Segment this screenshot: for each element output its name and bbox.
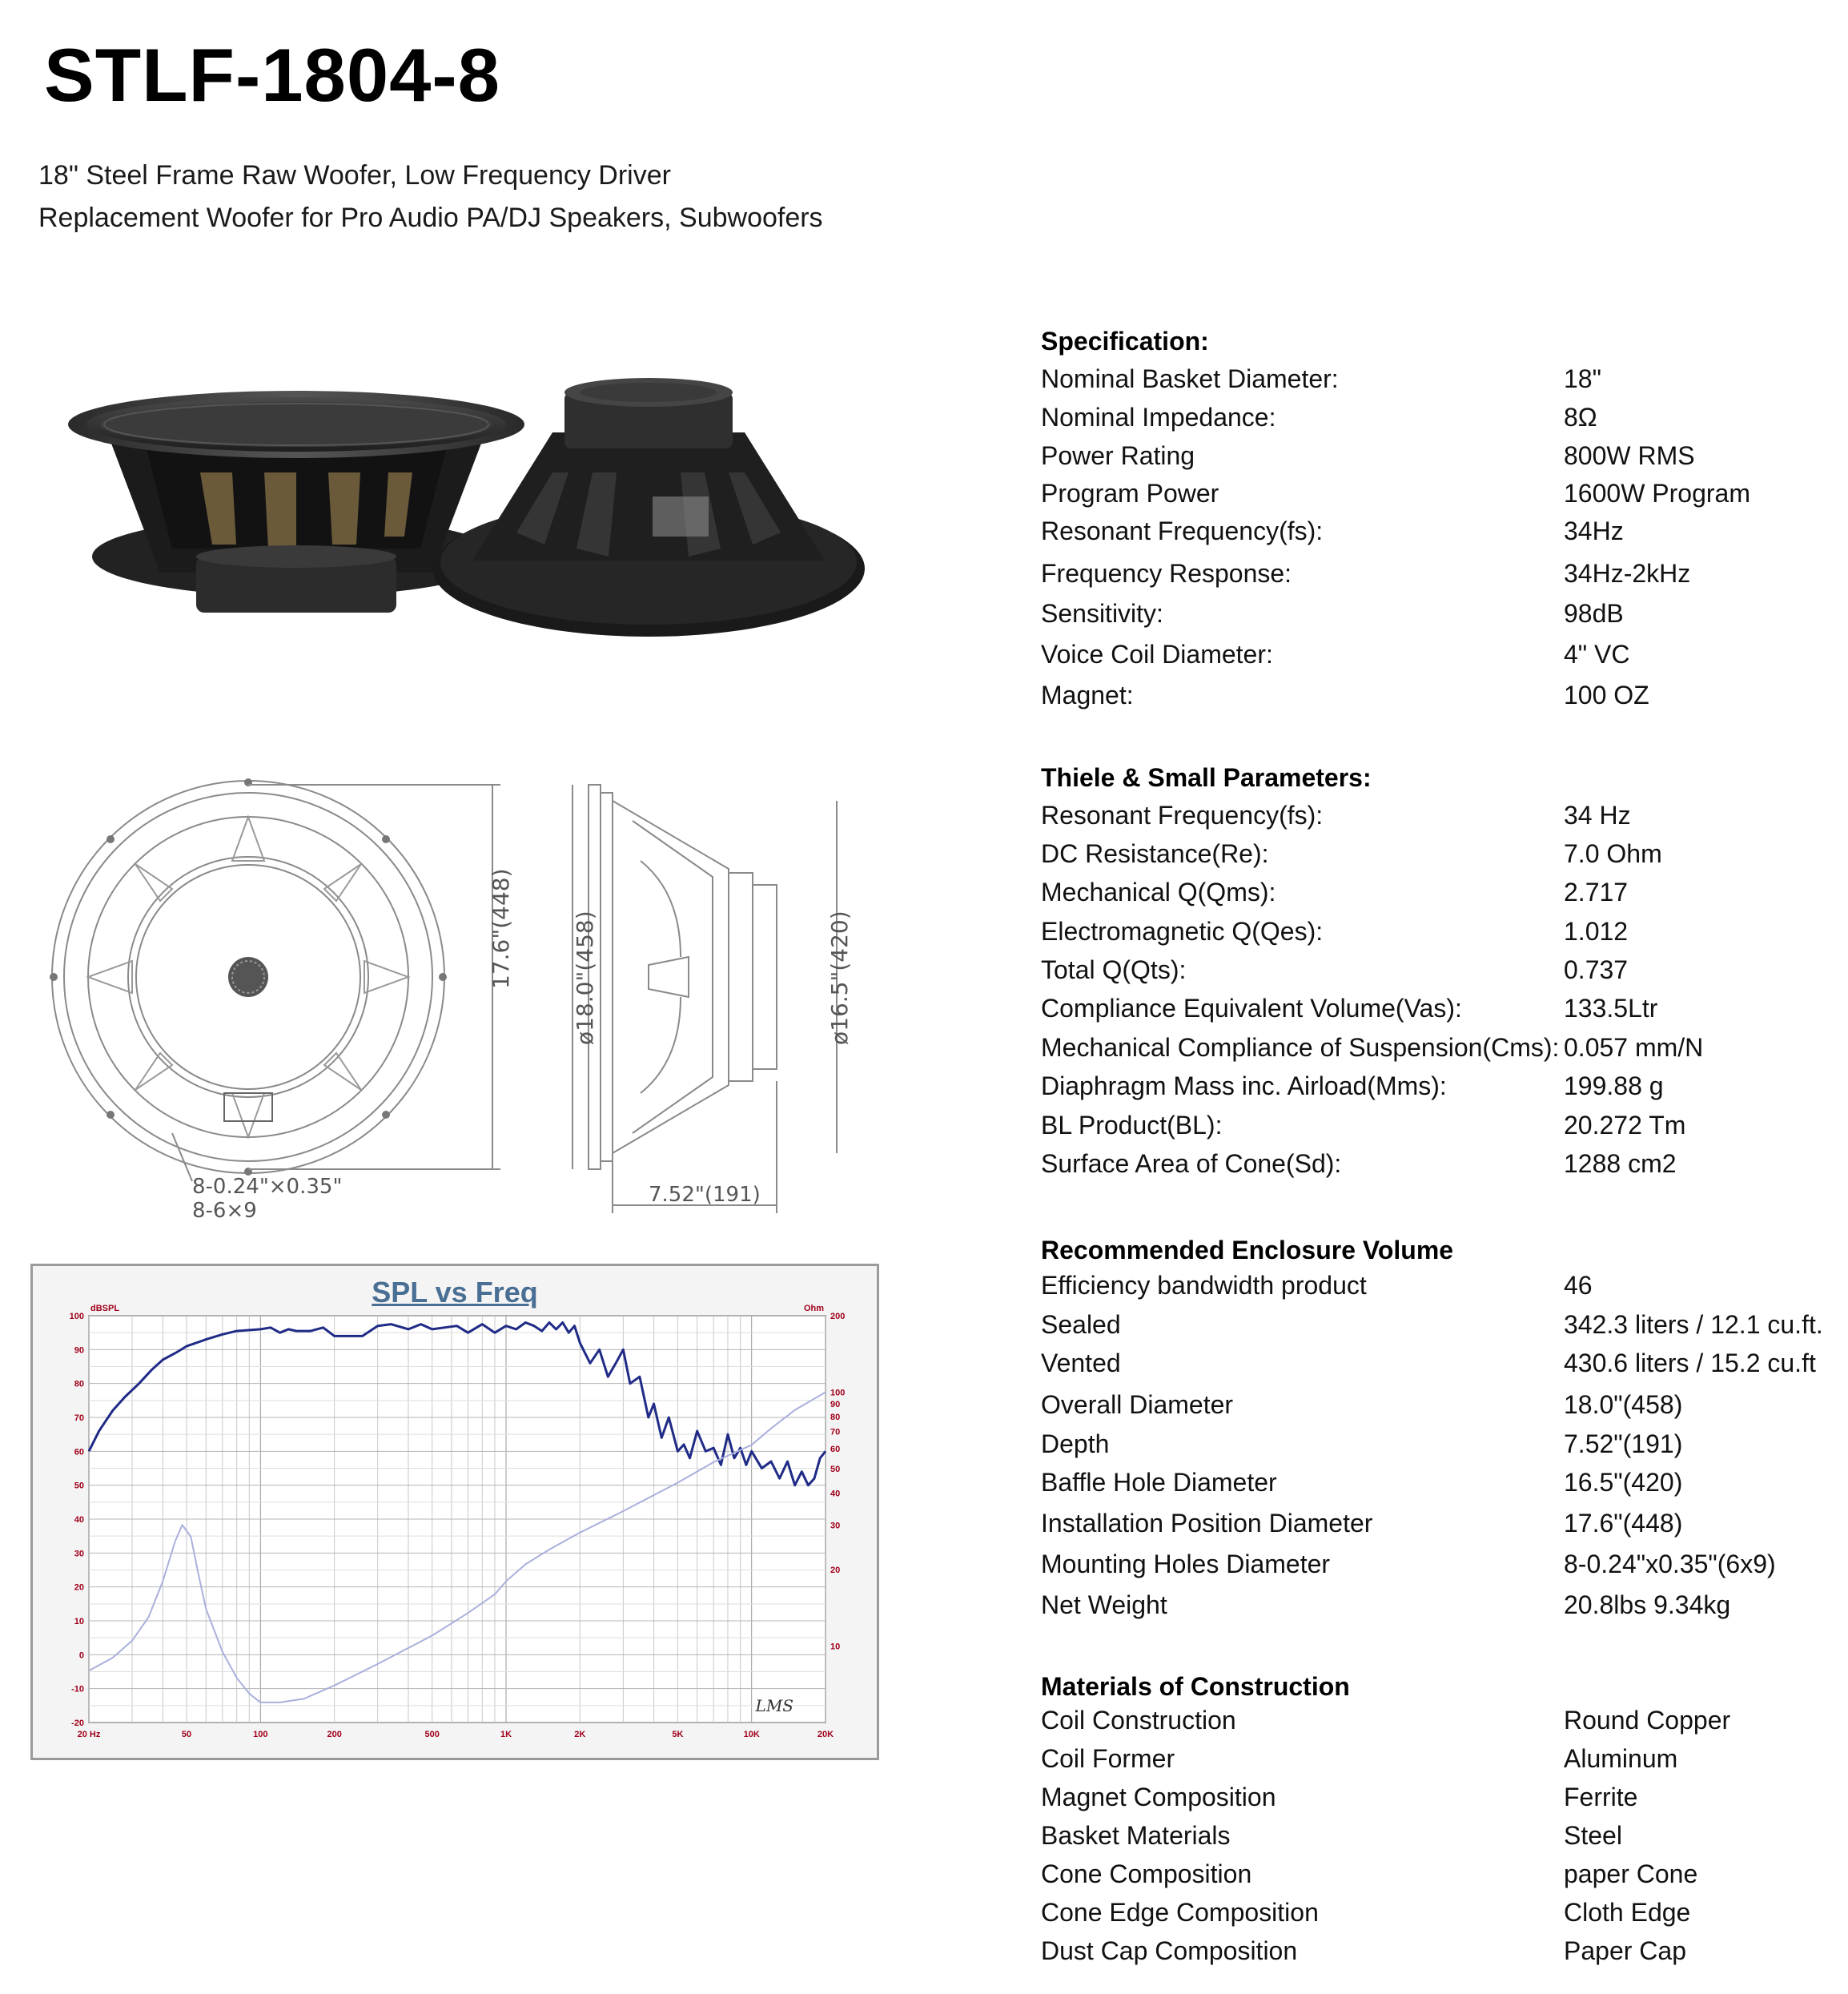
material-label: Cone Edge Composition xyxy=(1041,1898,1319,1927)
front-view-drawing xyxy=(44,773,524,1229)
ts-value: 20.272 Tm xyxy=(1564,1111,1686,1140)
enclosure-row xyxy=(1041,1271,1842,1306)
y-tick-label: 100 xyxy=(69,1312,84,1321)
enclosure-label: Sealed xyxy=(1041,1310,1121,1339)
product-model-title: STLF-1804-8 xyxy=(44,33,500,117)
ts-value: 0.057 mm/N xyxy=(1564,1033,1704,1062)
ts-row xyxy=(1041,1033,1842,1068)
chart-plot xyxy=(33,1266,877,1758)
ts-label: Total Q(Qts): xyxy=(1041,955,1187,984)
y-tick-label: 10 xyxy=(74,1617,84,1626)
y2-tick-label: 20 xyxy=(830,1566,841,1576)
material-label: Dust Cap Composition xyxy=(1041,1936,1298,1965)
y-tick-label: 70 xyxy=(74,1413,84,1423)
y2-tick-label: 30 xyxy=(830,1521,841,1531)
spec-label: Nominal Basket Diameter: xyxy=(1041,364,1339,393)
spec-row xyxy=(1041,479,1842,514)
material-row xyxy=(1041,1859,1842,1895)
material-value: Round Copper xyxy=(1564,1706,1731,1735)
ts-value: 199.88 g xyxy=(1564,1071,1664,1100)
ts-value: 34 Hz xyxy=(1564,801,1631,830)
ts-row xyxy=(1041,1111,1842,1146)
enclosure-row xyxy=(1041,1349,1842,1384)
specification-heading: Specification: xyxy=(1041,327,1209,356)
spec-label: Sensitivity: xyxy=(1041,599,1163,628)
enclosure-value: 16.5"(420) xyxy=(1564,1468,1683,1497)
spec-row xyxy=(1041,403,1842,438)
y-tick-label: 60 xyxy=(74,1447,84,1457)
ts-value: 1.012 xyxy=(1564,917,1629,946)
enclosure-heading: Recommended Enclosure Volume xyxy=(1041,1236,1454,1264)
enclosure-label: Baffle Hole Diameter xyxy=(1041,1468,1277,1497)
enclosure-label: Depth xyxy=(1041,1429,1110,1458)
product-subtitle-line2: Replacement Woofer for Pro Audio PA/DJ Speakers, Subwoofers xyxy=(38,203,823,233)
ts-row xyxy=(1041,1149,1842,1184)
spec-value: 34Hz xyxy=(1564,517,1624,545)
y-tick-label: -10 xyxy=(71,1684,84,1694)
y2-tick-label: 70 xyxy=(830,1427,841,1437)
chart-title: SPL vs Freq xyxy=(372,1276,538,1309)
spec-row xyxy=(1041,364,1842,400)
material-value: Paper Cap xyxy=(1564,1936,1686,1965)
materials-heading: Materials of Construction xyxy=(1041,1672,1350,1701)
material-label: Coil Former xyxy=(1041,1744,1175,1773)
ts-label: Diaphragm Mass inc. Airload(Mms): xyxy=(1041,1071,1447,1100)
spec-value: 98dB xyxy=(1564,599,1624,628)
spec-value: 4" VC xyxy=(1564,640,1630,669)
material-row xyxy=(1041,1706,1842,1741)
y-tick-label: 30 xyxy=(74,1549,84,1559)
spec-row xyxy=(1041,517,1842,552)
y2-tick-label: 60 xyxy=(830,1444,841,1454)
material-row xyxy=(1041,1898,1842,1933)
holes-label-1: 8-0.24"×0.35" xyxy=(192,1175,343,1199)
x-tick-label: 20K xyxy=(817,1730,834,1739)
ts-label: Resonant Frequency(fs): xyxy=(1041,801,1324,830)
ts-label: Mechanical Q(Qms): xyxy=(1041,878,1276,907)
x-tick-label: 500 xyxy=(424,1730,440,1739)
spec-value: 34Hz-2kHz xyxy=(1564,559,1691,588)
spec-label: Power Rating xyxy=(1041,441,1195,470)
side-overall-dim: ø18.0"(458) xyxy=(572,911,598,1045)
enclosure-row xyxy=(1041,1509,1842,1544)
material-label: Magnet Composition xyxy=(1041,1783,1276,1811)
material-label: Basket Materials xyxy=(1041,1821,1231,1850)
material-row xyxy=(1041,1936,1842,1972)
spec-value: 1600W Program xyxy=(1564,479,1750,508)
y2-tick-label: 10 xyxy=(830,1642,841,1652)
material-row xyxy=(1041,1744,1842,1779)
enclosure-row xyxy=(1041,1310,1842,1345)
enclosure-label: Overall Diameter xyxy=(1041,1390,1234,1419)
ts-row xyxy=(1041,1071,1842,1107)
x-tick-label: 100 xyxy=(253,1730,268,1739)
ts-label: DC Resistance(Re): xyxy=(1041,839,1269,868)
y-tick-label: -20 xyxy=(71,1719,84,1728)
enclosure-value: 18.0"(458) xyxy=(1564,1390,1683,1419)
y2-tick-label: 200 xyxy=(830,1312,846,1321)
enclosure-row xyxy=(1041,1468,1842,1503)
material-value: Steel xyxy=(1564,1821,1622,1850)
y2-tick-label: 50 xyxy=(830,1464,841,1474)
enclosure-label: Installation Position Diameter xyxy=(1041,1509,1373,1538)
enclosure-label: Efficiency bandwidth product xyxy=(1041,1271,1367,1300)
enclosure-value: 7.52"(191) xyxy=(1564,1429,1683,1458)
thiele-small-heading: Thiele & Small Parameters: xyxy=(1041,763,1372,792)
enclosure-row xyxy=(1041,1550,1842,1585)
enclosure-value: 20.8lbs 9.34kg xyxy=(1564,1590,1731,1619)
enclosure-label: Mounting Holes Diameter xyxy=(1041,1550,1331,1578)
ts-value: 1288 cm2 xyxy=(1564,1149,1677,1178)
ts-value: 133.5Ltr xyxy=(1564,994,1658,1023)
enclosure-value: 17.6"(448) xyxy=(1564,1509,1683,1538)
material-row xyxy=(1041,1783,1842,1818)
y2-tick-label: 80 xyxy=(830,1413,841,1423)
ts-row xyxy=(1041,994,1842,1029)
y-tick-label: 20 xyxy=(74,1582,84,1593)
material-value: paper Cone xyxy=(1564,1859,1698,1888)
ts-label: Compliance Equivalent Volume(Vas): xyxy=(1041,994,1462,1023)
y2-tick-label: 90 xyxy=(830,1399,841,1409)
x-tick-label: 2K xyxy=(574,1730,586,1739)
product-subtitle-line1: 18" Steel Frame Raw Woofer, Low Frequency Driver xyxy=(38,160,671,191)
enclosure-value: 46 xyxy=(1564,1271,1593,1300)
spec-value: 800W RMS xyxy=(1564,441,1695,470)
enclosure-value: 430.6 liters / 15.2 cu.ft xyxy=(1564,1349,1816,1377)
side-baffle-dim: ø16.5"(420) xyxy=(826,911,853,1045)
spec-row xyxy=(1041,599,1842,634)
y-tick-label: 40 xyxy=(74,1515,84,1525)
ts-value: 7.0 Ohm xyxy=(1564,839,1662,868)
spec-value: 18" xyxy=(1564,364,1601,393)
spec-row xyxy=(1041,640,1842,675)
ts-label: Surface Area of Cone(Sd): xyxy=(1041,1149,1342,1178)
spl-frequency-chart xyxy=(30,1264,879,1760)
spec-value: 8Ω xyxy=(1564,403,1597,432)
material-label: Coil Construction xyxy=(1041,1706,1236,1735)
enclosure-row xyxy=(1041,1390,1842,1425)
material-row xyxy=(1041,1821,1842,1856)
spec-row xyxy=(1041,441,1842,476)
ts-value: 2.717 xyxy=(1564,878,1629,907)
enclosure-row xyxy=(1041,1429,1842,1465)
product-photo xyxy=(56,376,889,673)
material-label: Cone Composition xyxy=(1041,1859,1252,1888)
enclosure-label: Net Weight xyxy=(1041,1590,1167,1619)
y-tick-label: 90 xyxy=(74,1345,84,1356)
x-tick-label: 10K xyxy=(743,1730,760,1739)
y-tick-label: 0 xyxy=(78,1650,84,1661)
x-tick-label: 5K xyxy=(672,1730,684,1739)
ts-label: Mechanical Compliance of Suspension(Cms): xyxy=(1041,1033,1560,1062)
side-view-drawing xyxy=(560,773,857,1229)
material-value: Aluminum xyxy=(1564,1744,1678,1773)
ts-row xyxy=(1041,801,1842,836)
front-dim-label: 17.6"(448) xyxy=(488,868,514,989)
x-tick-label: 1K xyxy=(500,1730,512,1739)
y-axis-label: dBSPL xyxy=(90,1304,120,1313)
enclosure-label: Vented xyxy=(1041,1349,1121,1377)
y-tick-label: 50 xyxy=(74,1481,84,1491)
spec-label: Voice Coil Diameter: xyxy=(1041,640,1273,669)
y2-tick-label: 100 xyxy=(830,1388,846,1398)
y2-tick-label: 40 xyxy=(830,1489,841,1499)
spec-label: Resonant Frequency(fs): xyxy=(1041,517,1324,545)
ts-row xyxy=(1041,839,1842,874)
spec-label: Magnet: xyxy=(1041,681,1134,710)
y-tick-label: 80 xyxy=(74,1379,84,1389)
ts-label: BL Product(BL): xyxy=(1041,1111,1223,1140)
ts-row xyxy=(1041,955,1842,991)
y2-axis-label: Ohm xyxy=(803,1304,824,1313)
enclosure-value: 8-0.24"x0.35"(6x9) xyxy=(1564,1550,1776,1578)
spec-label: Frequency Response: xyxy=(1041,559,1292,588)
depth-dim: 7.52"(191) xyxy=(649,1183,761,1207)
lms-watermark: LMS xyxy=(755,1696,793,1715)
holes-label-2: 8-6×9 xyxy=(192,1199,257,1223)
spec-label: Nominal Impedance: xyxy=(1041,403,1276,432)
spec-value: 100 OZ xyxy=(1564,681,1649,710)
x-tick-label: 50 xyxy=(181,1730,192,1739)
spec-row xyxy=(1041,559,1842,594)
spec-row xyxy=(1041,681,1842,716)
ts-label: Electromagnetic Q(Qes): xyxy=(1041,917,1324,946)
material-value: Cloth Edge xyxy=(1564,1898,1691,1927)
material-value: Ferrite xyxy=(1564,1783,1638,1811)
ts-row xyxy=(1041,878,1842,913)
ts-value: 0.737 xyxy=(1564,955,1629,984)
enclosure-value: 342.3 liters / 12.1 cu.ft. xyxy=(1564,1310,1823,1339)
x-tick-label: 20 Hz xyxy=(77,1730,101,1739)
ts-row xyxy=(1041,917,1842,952)
enclosure-row xyxy=(1041,1590,1842,1626)
spec-label: Program Power xyxy=(1041,479,1219,508)
x-tick-label: 200 xyxy=(327,1730,342,1739)
